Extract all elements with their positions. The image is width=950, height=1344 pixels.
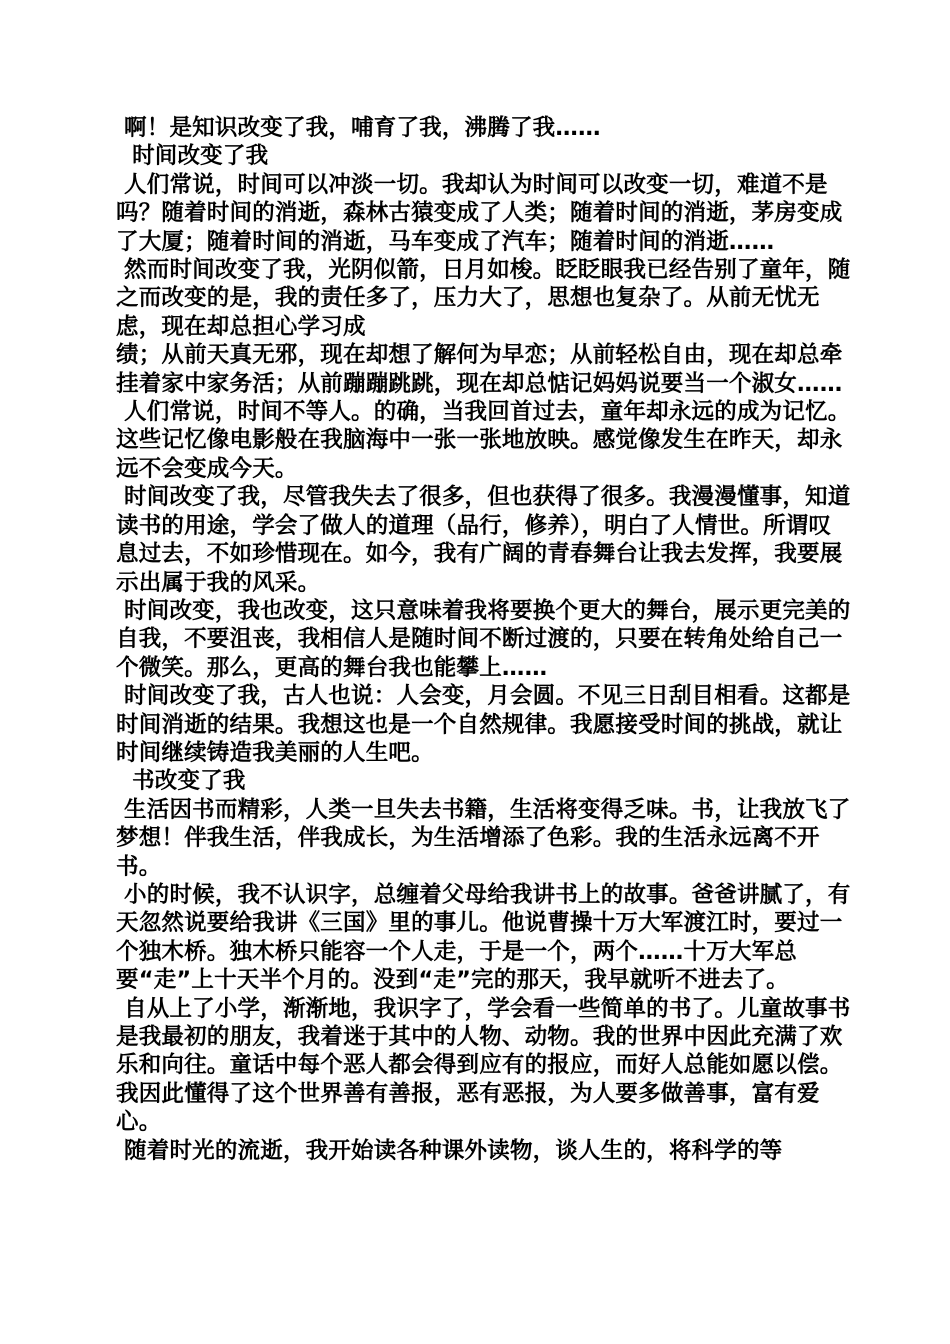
paragraph: 随着时光的流逝，我开始读各种课外读物，谈人生的，将科学的等: [116, 1137, 783, 1164]
document-body: [116, 114, 851, 1165]
paragraph: 啊！是知识改变了我，哺育了我，沸腾了我……: [116, 115, 601, 141]
paragraph: 自从上了小学，渐渐地，我识字了，学会看一些简单的书了。儿童故事书是我最初的朋友，我着迷于其中的人物、动物。我的世界中因此充满了欢乐和向往。童话中每个恶人都会得到应有的报应，而好人总能如愿以偿。我因此懂得了这个世界善有善报，恶有恶报，为人要多做善事，富有爱心。: [116, 995, 851, 1136]
paragraph: 人们常说，时间不等人。的确，当我回首过去，童年却永远的成为记忆。这些记忆像电影般在我脑海中一张一张地放映。感觉像发生在昨天，却永远不会变成今天。: [116, 399, 851, 482]
paragraph: 人们常说，时间可以冲淡一切。我却认为时间可以改变一切，难道不是吗？随着时间的消逝，森林古猿变成了人类；随着时间的消逝，茅房变成了大厦；随着时间的消逝，马车变成了汽车；随着时间的消逝……: [116, 171, 843, 255]
paragraph: 时间改变了我，古人也说：人会变，月会圆。不见三日刮目相看。这都是时间消逝的结果。我想这也是一个自然规律。我愿接受时间的挑战，就让时间继续铸造我美丽的人生吧。: [116, 683, 851, 766]
paragraph: 绩；从前天真无邪，现在却想了解何为早恋；从前轻松自由，现在却总牵挂着家中家务活；从前蹦蹦跳跳，现在却总惦记妈妈说要当一个淑女……: [116, 342, 843, 397]
section-heading: 书改变了我: [116, 768, 246, 795]
paragraph: 然而时间改变了我，光阴似箭，日月如梭。眨眨眼我已经告别了童年，随之而改变的是，我的责任多了，压力大了，思想也复杂了。从前无忧无虑，现在却总担心学习成: [116, 257, 851, 340]
paragraph: 时间改变，我也改变，这只意味着我将要换个更大的舞台，展示更完美的自我，不要沮丧，我相信人是随时间不断过渡的，只要在转角处给自己一个微笑。那么，更高的舞台我也能攀上……: [116, 597, 851, 681]
paragraph: 时间改变了我，尽管我失去了很多，但也获得了很多。我漫漫懂事，知道读书的用途，学会了做人的道理（品行，修养），明白了人情世。所谓叹息过去，不如珍惜现在。如今，我有广阔的青春舞台让我去发挥，我要展示出属于我的风采。: [116, 484, 851, 596]
paragraph: 生活因书而精彩，人类一旦失去书籍，生活将变得乏味。书，让我放飞了梦想！伴我生活，伴我成长，为生活增添了色彩。我的生活永远离不开书。: [116, 796, 851, 880]
section-heading: 时间改变了我: [116, 143, 269, 170]
paragraph: 小的时候，我不认识字，总缠着父母给我讲书上的故事。爸爸讲腻了，有天忽然说要给我讲《三国》里的事儿。他说曹操十万大军渡江时，要过一个独木桥。独木桥只能容一个人走，于是一个，两个……十万大军总要“走”上十天半个月的。没到“走”完的那天，我早就听不进去了。: [116, 881, 851, 994]
